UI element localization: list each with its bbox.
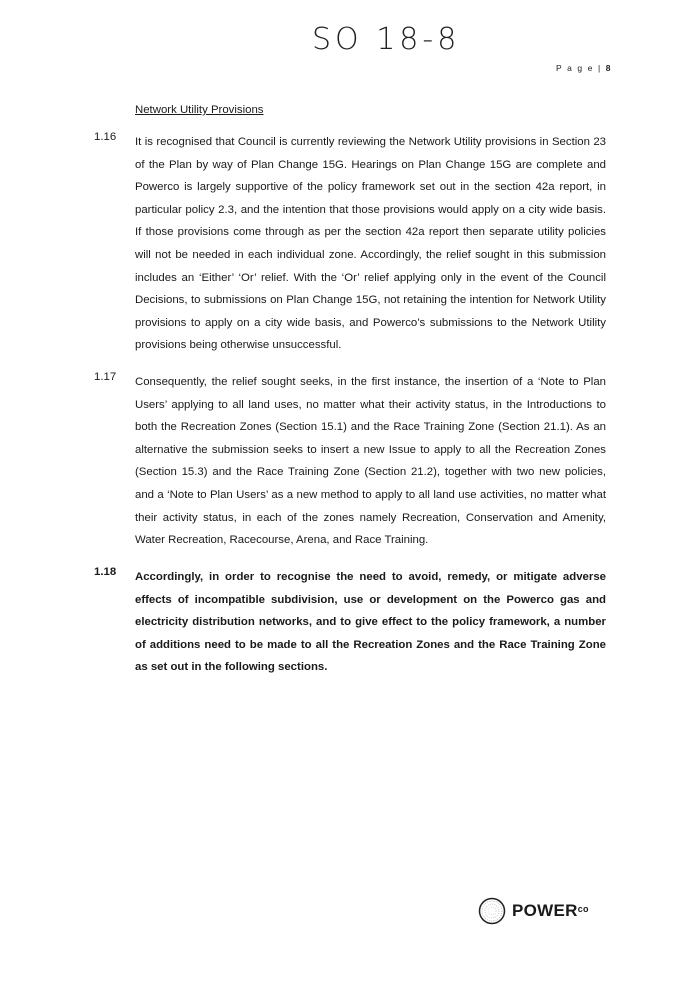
section-heading: Network Utility Provisions: [135, 104, 264, 116]
paragraph-number: 1.16: [94, 131, 117, 143]
powerco-circle-logo-icon: [478, 897, 506, 925]
page-number: [556, 63, 612, 73]
handwritten-reference: SO 18-8: [312, 22, 461, 57]
powerco-logo: [478, 897, 589, 925]
logo-wordmark: [512, 901, 589, 921]
logo-text: POWER: [512, 901, 578, 920]
page-label: P a g e |: [556, 63, 602, 73]
paragraph-number: 1.17: [94, 371, 117, 383]
paragraph-text: Accordingly, in order to recognise the need to avoid, remedy, or mitigate adverse effects of incompatible subdivision, use or development on the Powerco gas and electricity distribution networks, and to give effect to the policy framework, a number of additions need to be made to all the Recreation Zones and the Race Training Zone as set out in the following sections.: [135, 571, 606, 674]
paragraph-1-16: [94, 131, 606, 357]
paragraph-1-17: [94, 371, 606, 552]
paragraph-1-18: [94, 566, 606, 679]
page-number-value: 8: [605, 63, 613, 73]
logo-suffix: co: [577, 904, 589, 914]
paragraph-number: 1.18: [94, 566, 117, 578]
paragraph-text: Consequently, the relief sought seeks, in the first instance, the insertion of a ‘Note to Plan Users’ applying to all land uses, no matter what their activity status, in the Introductions to both the Recreation Zones (Section 15.1) and the Race Training Zone (Section 21.1). As an alternative the submission seeks to insert a new Issue to apply to all the Recreation Zones (Section 15.3) and the Race Training Zone (Section 21.2), together with two new policies, and a ‘Note to Plan Users’ as a new method to apply to all land use activities, no matter what their activity status, in each of the zones namely Recreation, Conservation and Amenity, Water Recreation, Racecourse, Arena, and Race Training.: [135, 376, 606, 547]
paragraph-text: It is recognised that Council is currently reviewing the Network Utility provisions in Section 23 of the Plan by way of Plan Change 15G. Hearings on Plan Change 15G are complete and Powerco is largely supportive of the policy framework set out in the section 42a report, in particular policy 2.3, and the intention that those provisions would apply on a city wide basis. If those provisions come through as per the section 42a report then separate utility policies will not be needed in each individual zone. Accordingly, the relief sought in this submission includes an ‘Either’ ‘Or’ relief. With the ‘Or’ relief applying only in the event of the Council Decisions, to submissions on Plan Change 15G, not retaining the intention for Network Utility provisions to apply on a city wide basis, and Powerco’s submissions to the Network Utility provisions being otherwise unsuccessful.: [135, 136, 606, 352]
